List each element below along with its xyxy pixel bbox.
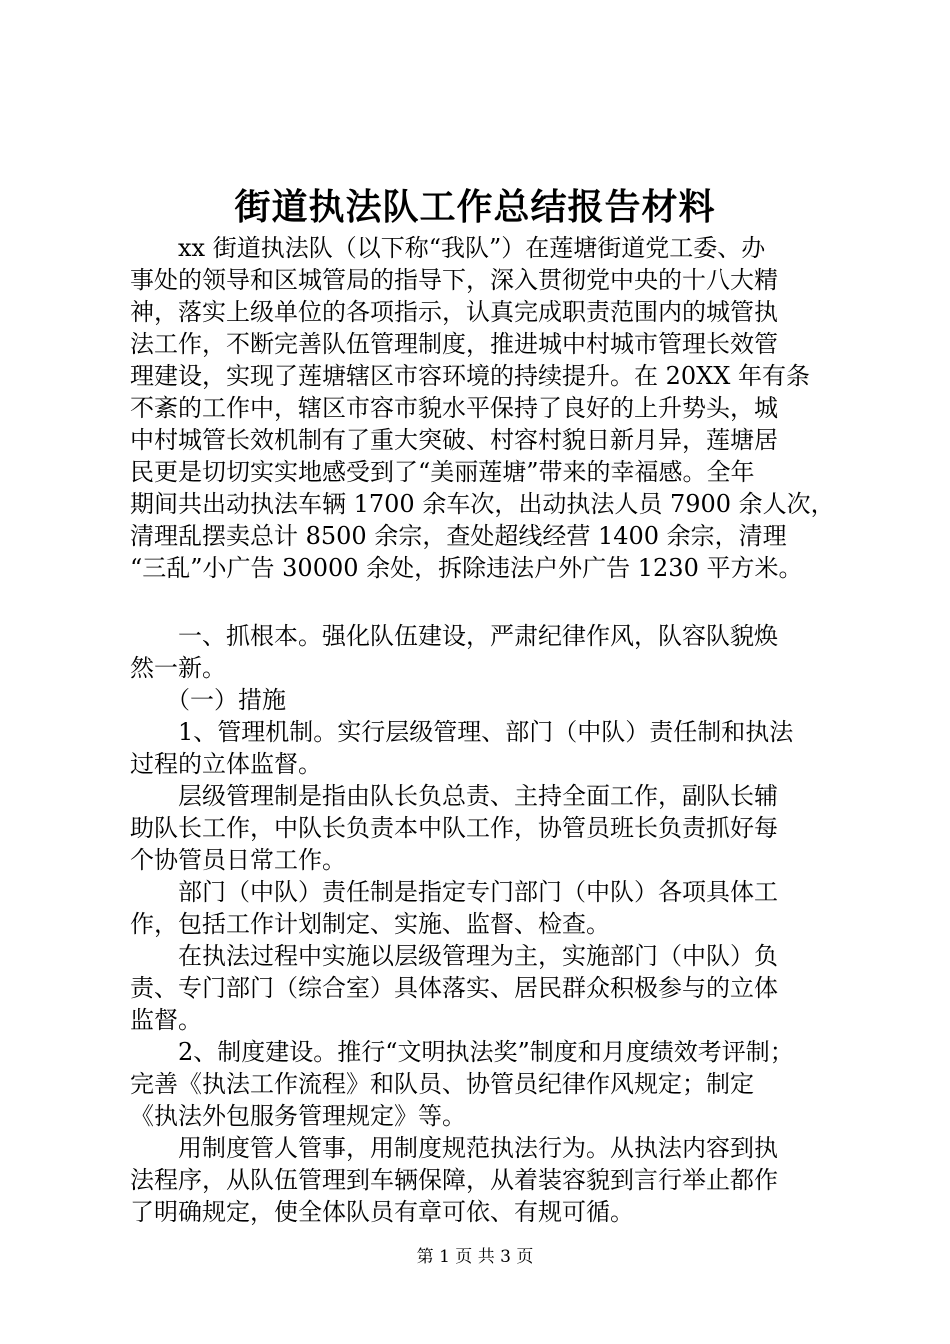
text-line: xx 街道执法队（以下称“我队”）在莲塘街道党工委、办 (130, 234, 766, 262)
text-line: 完善《执法工作流程》和队员、协管员纪律作风规定；制定 (130, 1070, 754, 1098)
text-line: 法程序，从队伍管理到车辆保障，从着装容貌到言行举止都作 (130, 1166, 778, 1194)
text-line: “三乱”小广告 30000 余处，拆除违法户外广告 1230 平方米。 (130, 554, 803, 582)
text-line: 监督。 (130, 1006, 202, 1034)
text-line: 了明确规定，使全体队员有章可依、有规可循。 (130, 1198, 634, 1226)
text-line: 神，落实上级单位的各项指示，认真完成职责范围内的城管执 (130, 298, 778, 326)
paragraph-gap (130, 584, 850, 620)
text-line: 法工作，不断完善队伍管理制度，推进城中村城市管理长效管 (130, 330, 778, 358)
text-line: 民更是切切实实地感受到了“美丽莲塘”带来的幸福感。全年 (130, 458, 755, 486)
section-heading-line: 然一新。 (130, 654, 226, 682)
text-line: 过程的立体监督。 (130, 750, 322, 778)
text-line: 用制度管人管事，用制度规范执法行为。从执法内容到执 (130, 1134, 778, 1162)
text-line: 清理乱摆卖总计 8500 余宗，查处超线经营 1400 余宗，清理 (130, 522, 787, 550)
document-body (130, 232, 850, 1228)
text-line: 在执法过程中实施以层级管理为主，实施部门（中队）负 (130, 942, 778, 970)
text-line: 《执法外包服务管理规定》等。 (130, 1102, 466, 1130)
page-footer: 第 1 页 共 3 页 (416, 1247, 534, 1267)
intro-paragraph (130, 232, 850, 584)
text-line: 2、制度建设。推行“文明执法奖”制度和月度绩效考评制； (130, 1038, 794, 1066)
section-one (130, 620, 850, 1228)
text-line: 期间共出动执法车辆 1700 余车次，出动执法人员 7900 余人次， (130, 490, 835, 518)
section-heading-line: 一、抓根本。强化队伍建设，严肃纪律作风，队容队貌焕 (130, 622, 778, 650)
text-line: 责、专门部门（综合室）具体落实、居民群众积极参与的立体 (130, 974, 778, 1002)
text-line: 1、管理机制。实行层级管理、部门（中队）责任制和执法 (130, 718, 794, 746)
text-line: 不紊的工作中，辖区市容市貌水平保持了良好的上升势头，城 (130, 394, 778, 422)
text-line: 事处的领导和区城管局的指导下，深入贯彻党中央的十八大精 (130, 266, 778, 294)
text-line: 作，包括工作计划制定、实施、监督、检查。 (130, 910, 610, 938)
subsection-heading: （一）措施 (130, 686, 286, 714)
document-title: 街道执法队工作总结报告材料 (234, 186, 716, 228)
text-line: 部门（中队）责任制是指定专门部门（中队）各项具体工 (130, 878, 778, 906)
text-line: 助队长工作，中队长负责本中队工作，协管员班长负责抓好每 (130, 814, 778, 842)
text-line: 中村城管长效机制有了重大突破、村容村貌日新月异，莲塘居 (130, 426, 778, 454)
text-line: 理建设，实现了莲塘辖区市容环境的持续提升。在 20XX 年有条 (130, 362, 810, 390)
text-line: 个协管员日常工作。 (130, 846, 346, 874)
text-line: 层级管理制是指由队长负总责、主持全面工作，副队长辅 (130, 782, 778, 810)
